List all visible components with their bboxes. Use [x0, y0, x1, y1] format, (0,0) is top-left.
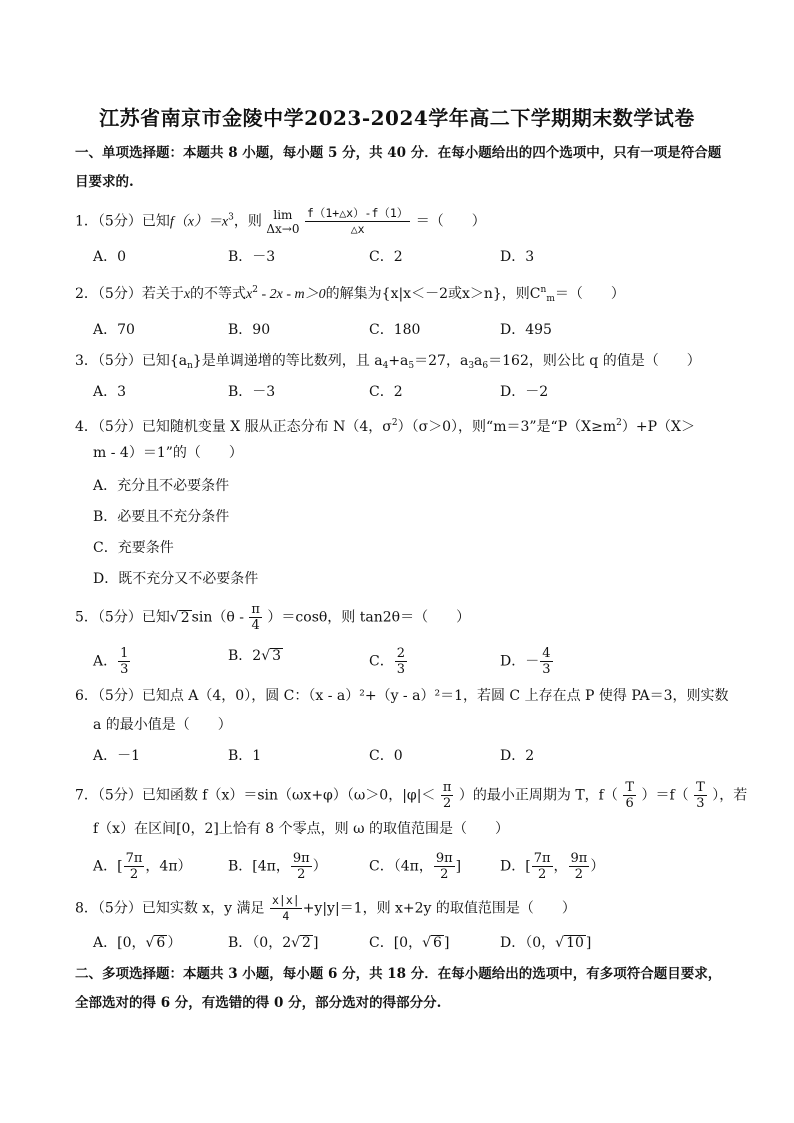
q5-option-b: B．2√ 3 — [228, 648, 282, 664]
q5-option-c: C． $\frac{2}{3}$ — [369, 646, 405, 677]
q5-pi-over-4: $\frac{\pi}{4}$ — [251, 602, 260, 633]
q7-option-a: A．[ $\frac{7\pi}{2}$ ，4π） — [93, 851, 192, 882]
q6-stem-line1: 6．（5分）已知点 A（4，0），圆 C：（x - a）²+（y - a）²＝1，若圆 C 上存在点 P 使得 PA＝3，则实数 — [75, 688, 729, 704]
q6-option-d: D．2 — [500, 748, 535, 764]
q6-option-a: A．－1 — [93, 748, 141, 764]
q8-option-d: D．（0，√ 10 ] — [500, 935, 592, 951]
q8-option-b: B．（0，2√ 2 ] — [228, 935, 319, 951]
page-title: 江苏省南京市金陵中学2023-2024学年高二下学期期末数学试卷 — [99, 106, 695, 130]
q5-stem: 5．（5分）已知√ 2 sin（θ - $\frac{\pi}{4}$ ）＝cosθ，则 tan2θ＝（ ） — [75, 602, 471, 633]
q7-option-b: B．[4π， $\frac{9\pi}{2}$ ） — [228, 851, 327, 882]
q8-stem: 8．（5分）已知实数 x，y 满足 $\frac{x|x|}{4}$ +y|y|＝1，则 x+2y 的取值范围是（ ） — [75, 893, 576, 923]
q7-stem-line1: 7．（5分）已知函数 f（x）＝sin（ωx+φ）（ω＞0，|φ|＜ $\frac{\pi}{2}$ ）的最小正周期为 T，f（ $\frac{T}{6}$ ）＝f（ $\frac{T}{3}$ ），若 — [75, 780, 748, 811]
q3-option-c: C．2 — [369, 384, 403, 400]
q8-option-c: C．[0，√ 6 ] — [369, 935, 450, 951]
q8-fraction: $\frac{x|x|}{4}$ — [271, 893, 300, 923]
q7-option-d: D．[ $\frac{7\pi}{2}$ ， $\frac{9\pi}{2}$ ） — [500, 851, 605, 882]
q3-stem: 3．（5分）已知$\{a_n\}$是单调递增的等比数列，且 $a_4+a_5=27$，$a_3a_6=162$，则公比 q 的值是（ ） — [75, 353, 701, 371]
section2-heading: 二、多项选择题：本题共 3 小题，每小题 6 分，共 18 分．在每小题给出的选项中，有多项符合题目要求，全部选对的得 6 分，有选错的得 0 分，部分选对的得部分分. — [75, 966, 722, 1011]
q3-option-b: B．－3 — [228, 384, 276, 400]
q6-option-b: B．1 — [228, 748, 262, 764]
q3-option-d: D．－2 — [500, 384, 549, 400]
q5-option-d: D．－ $\frac{4}{3}$ — [500, 646, 551, 677]
q1-option-a: A．0 — [93, 249, 127, 265]
q4-stem-line1: 4．（5分）已知随机变量 X 服从正态分布 N（4，$\sigma^2)(\sigma>0)$，则“m＝3”是“$P(X\ge m^2)+P(X>$ — [75, 418, 695, 435]
q7-option-c: C．（4π， $\frac{9\pi}{2}$ ] — [369, 851, 462, 882]
q2-option-d: D．495 — [500, 322, 552, 338]
q1-option-c: C．2 — [369, 249, 403, 265]
q2-option-b: B．90 — [228, 322, 271, 338]
q1-limit: lim Δx→0 — [266, 207, 300, 236]
q4-option-b: B．必要且不充分条件 — [93, 509, 230, 525]
q4-stem-line2: m - 4）＝1”的（ ） — [93, 445, 243, 461]
q7-stem-line2: f（x）在区间[0，2]上恰有 8 个零点，则 ω 的取值范围是（ ） — [93, 821, 509, 837]
q4-option-c: C．充要条件 — [93, 540, 174, 556]
q4-option-d: D．既不充分又不必要条件 — [93, 571, 259, 587]
section1-heading: 一、单项选择题：本题共 8 小题，每小题 5 分，共 40 分．在每小题给出的四个选项中，只有一项是符合题目要求的. — [75, 145, 722, 190]
q1-option-d: D．3 — [500, 249, 535, 265]
q1-fraction: $\frac{f(1+\triangle x)-f(1)}{\triangle x}$ — [306, 206, 409, 236]
q1-stem: 1．（5分）已知$f(x)=x^3$，则 lim Δx→0 $\frac{f(1+\triangle x)-f(1)}{\triangle x}$ ＝（ ） — [75, 206, 486, 236]
q3-option-a: A．3 — [93, 384, 127, 400]
q4-option-a: A．充分且不必要条件 — [93, 478, 230, 494]
q6-stem-line2: a 的最小值是（ ） — [93, 717, 232, 733]
q6-option-c: C．0 — [369, 748, 403, 764]
q5-option-a: A． $\frac{1}{3}$ — [93, 646, 129, 677]
q1-option-b: B．－3 — [228, 249, 276, 265]
q2-option-c: C．180 — [369, 322, 421, 338]
q2-option-a: A．70 — [93, 322, 135, 338]
q2-stem: 2．（5分）若关于x的不等式$x^2 - 2x - m>0$的解集为{x|x＜－2或x＞n}，则$C^n_m=$（ ） — [75, 285, 625, 304]
q8-option-a: A．[0，√ 6 ） — [93, 935, 182, 951]
